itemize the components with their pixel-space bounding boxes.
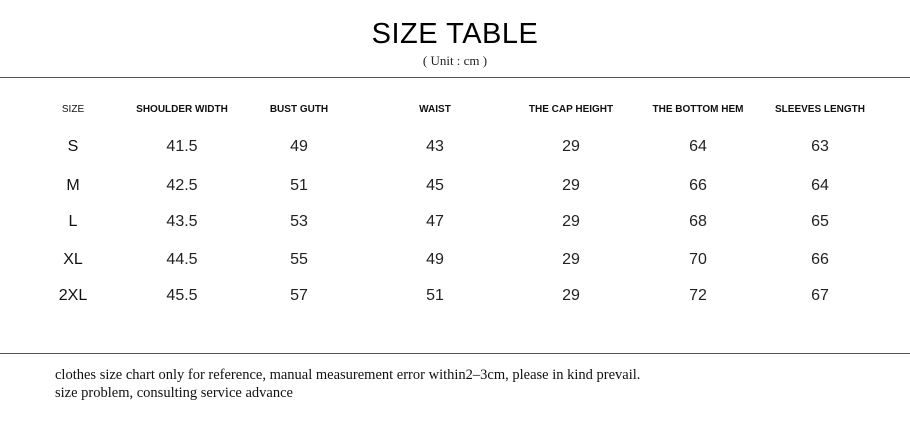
cell-bust-guth: 53 [290,213,308,230]
cell-shoulder-width: 44.5 [166,251,198,268]
cell-size: 2XL [58,287,88,304]
cell-size: S [67,138,79,155]
header-cap-height: THE CAP HEIGHT [528,104,614,115]
cell-sleeves-length: 67 [811,287,829,304]
cell-bust-guth: 49 [290,138,308,155]
cell-bust-guth: 51 [290,177,308,194]
cell-sleeves-length: 63 [811,138,829,155]
unit-label: ( Unit : cm ) [422,53,488,68]
bottom-divider [0,353,910,354]
cell-sleeves-length: 66 [811,251,829,268]
header-size: SIZE [61,104,85,115]
cell-waist: 45 [426,177,444,194]
cell-bust-guth: 57 [290,287,308,304]
cell-bottom-hem: 64 [689,138,707,155]
cell-sleeves-length: 64 [811,177,829,194]
note-line-2: size problem, consulting service advance [55,385,293,401]
header-shoulder-width: SHOULDER WIDTH [136,104,228,115]
cell-sleeves-length: 65 [811,213,829,230]
cell-bottom-hem: 66 [689,177,707,194]
cell-waist: 51 [426,287,444,304]
header-bottom-hem: THE BOTTOM HEM [652,104,744,115]
cell-bottom-hem: 70 [689,251,707,268]
cell-cap-height: 29 [562,251,580,268]
cell-waist: 43 [426,138,444,155]
cell-size: XL [63,251,83,268]
cell-shoulder-width: 41.5 [166,138,198,155]
cell-cap-height: 29 [562,213,580,230]
top-divider [0,77,910,78]
cell-bottom-hem: 72 [689,287,707,304]
header-waist: WAIST [419,104,451,115]
page-title: SIZE TABLE [371,18,539,50]
header-sleeves-length: SLEEVES LENGTH [774,104,866,115]
cell-cap-height: 29 [562,177,580,194]
header-bust-guth: BUST GUTH [269,104,329,115]
cell-shoulder-width: 43.5 [166,213,198,230]
cell-shoulder-width: 45.5 [166,287,198,304]
note-line-1: clothes size chart only for reference, manual measurement error within2–3cm, please in kind prevail. [55,367,641,383]
cell-waist: 49 [426,251,444,268]
cell-cap-height: 29 [562,138,580,155]
cell-size: M [66,177,80,194]
cell-cap-height: 29 [562,287,580,304]
cell-waist: 47 [426,213,444,230]
cell-size: L [68,213,78,230]
cell-shoulder-width: 42.5 [166,177,198,194]
cell-bottom-hem: 68 [689,213,707,230]
cell-bust-guth: 55 [290,251,308,268]
